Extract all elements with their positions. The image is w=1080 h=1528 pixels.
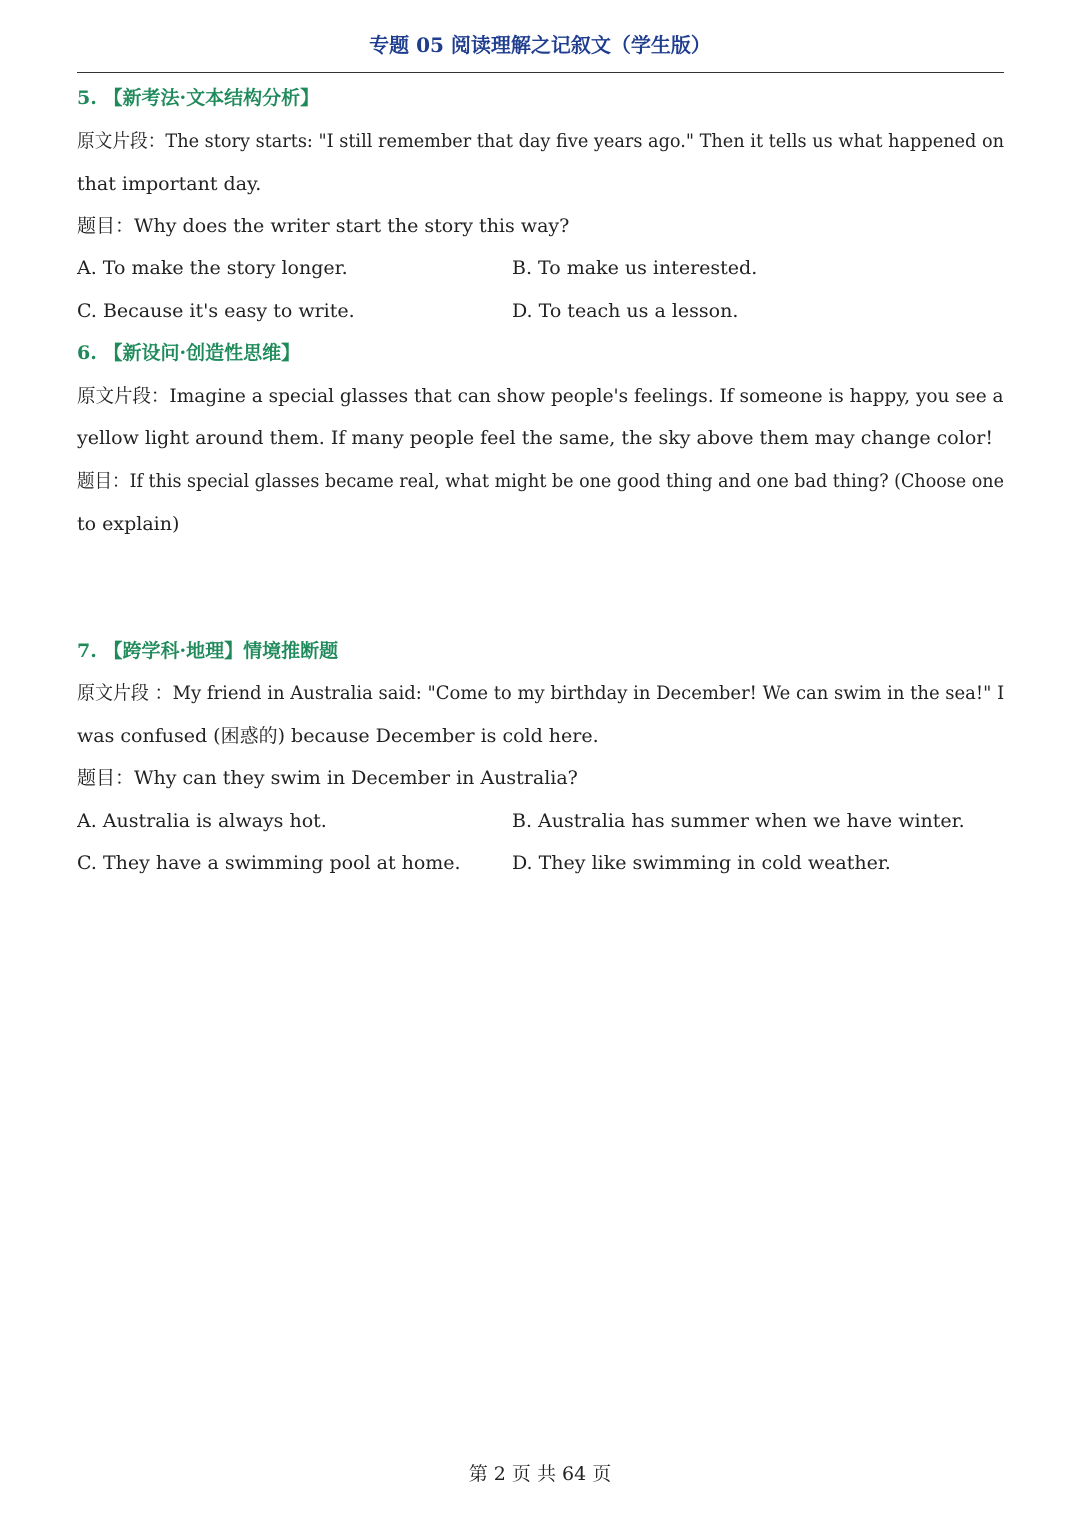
question-6-title: 6. 【新设问·创造性思维】	[77, 342, 301, 364]
question-7-option-c: C. They have a swimming pool at home.	[77, 852, 461, 874]
question-5-passage-line-2: that important day.	[77, 173, 262, 195]
document-header-title: 专题 05 阅读理解之记叙文（学生版）	[369, 33, 711, 57]
question-7-title: 7. 【跨学科·地理】情境推断题	[77, 640, 339, 662]
question-5-question: 题目：Why does the writer start the story this way?	[77, 215, 570, 237]
question-7-option-a: A. Australia is always hot.	[77, 810, 327, 832]
question-5-title: 5. 【新考法·文本结构分析】	[77, 87, 320, 109]
question-5-passage-line-1: 原文片段：The story starts: "I still remember that day five years ago." Then it tells us what happened on	[77, 130, 1005, 152]
question-5-option-a: A. To make the story longer.	[77, 257, 348, 279]
question-7-passage-line-2: was confused (困惑的) because December is cold here.	[77, 725, 599, 747]
question-6-question-line-2: to explain)	[77, 513, 180, 535]
question-7-option-d: D. They like swimming in cold weather.	[512, 852, 891, 874]
question-6-question-line-1: 题目：If this special glasses became real, what might be one good thing and one bad thing? (Choose one	[77, 470, 1004, 492]
question-5-option-d: D. To teach us a lesson.	[512, 300, 739, 322]
question-7-option-b: B. Australia has summer when we have winter.	[512, 810, 965, 832]
question-6-passage-line-1: 原文片段：Imagine a special glasses that can show people's feelings. If someone is happy, you see a	[77, 385, 1004, 407]
header-divider	[77, 72, 1004, 73]
question-5-option-c: C. Because it's easy to write.	[77, 300, 355, 322]
question-5-option-b: B. To make us interested.	[512, 257, 758, 279]
question-6-passage-line-2: yellow light around them. If many people feel the same, the sky above them may change color!	[77, 427, 993, 449]
question-7-passage-line-1: 原文片段 ：My friend in Australia said: "Come to my birthday in December! We can swim in the sea!" I	[77, 682, 1005, 704]
question-7-question: 题目：Why can they swim in December in Australia?	[77, 767, 578, 789]
page-number-footer: 第 2 页 共 64 页	[468, 1463, 612, 1485]
